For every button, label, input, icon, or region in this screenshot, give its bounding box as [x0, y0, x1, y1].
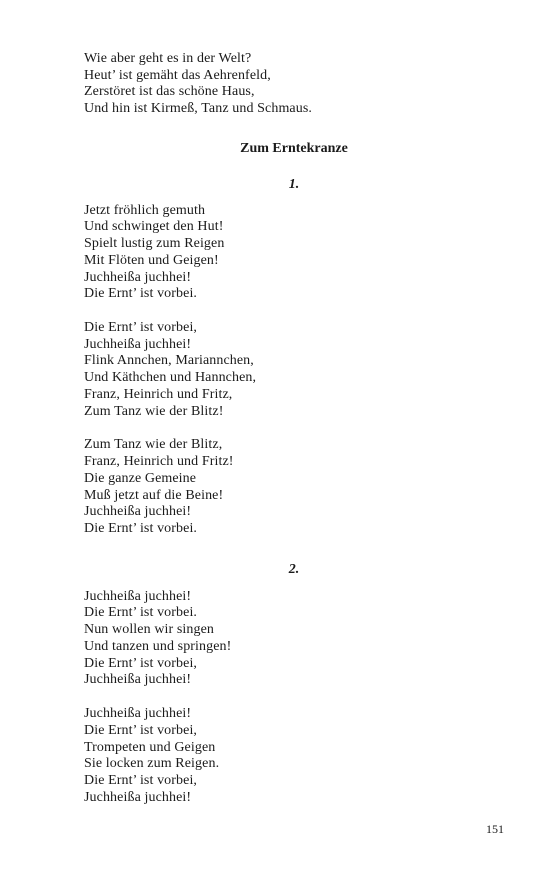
- verse-line: Juchheißa juchhei!: [84, 790, 192, 805]
- verse-line: Und hin ist Kirmeß, Tanz und Schmaus.: [84, 101, 312, 116]
- verse-line: Juchheißa juchhei!: [84, 504, 192, 519]
- verse-line: Flink Annchen, Mariannchen,: [84, 353, 254, 368]
- verse-line: Heut’ ist gemäht das Aehrenfeld,: [84, 68, 271, 83]
- verse-line: Sie locken zum Reigen.: [84, 756, 220, 771]
- verse-line: Die Ernt’ ist vorbei,: [84, 773, 198, 788]
- verse-line: Juchheißa juchhei!: [84, 270, 192, 285]
- verse-line: Mit Flöten und Geigen!: [84, 253, 219, 268]
- verse-line: Juchheißa juchhei!: [84, 706, 192, 721]
- verse-line: Und Käthchen und Hannchen,: [84, 370, 257, 385]
- verse-line: Zerstöret ist das schöne Haus,: [84, 84, 255, 99]
- verse-line: Die Ernt’ ist vorbei,: [84, 320, 198, 335]
- verse-line: Franz, Heinrich und Fritz,: [84, 387, 233, 402]
- verse-line: Die Ernt’ ist vorbei,: [84, 656, 198, 671]
- verse-line: Die ganze Gemeine: [84, 471, 197, 486]
- verse-line: Wie aber geht es in der Welt?: [84, 51, 252, 66]
- verse-line: Die Ernt’ ist vorbei.: [84, 521, 198, 536]
- poem-title: Zum Erntekranze: [240, 141, 348, 156]
- verse-line: Zum Tanz wie der Blitz!: [84, 404, 224, 419]
- verse-line: Zum Tanz wie der Blitz,: [84, 437, 223, 452]
- section-number: 2.: [288, 562, 300, 577]
- verse-line: Und schwinget den Hut!: [84, 219, 224, 234]
- verse-line: Muß jetzt auf die Beine!: [84, 488, 224, 503]
- verse-line: Nun wollen wir singen: [84, 622, 215, 637]
- verse-line: Die Ernt’ ist vorbei.: [84, 286, 198, 301]
- verse-line: Juchheißa juchhei!: [84, 589, 192, 604]
- verse-line: Und tanzen und springen!: [84, 639, 232, 654]
- verse-line: Spielt lustig zum Reigen: [84, 236, 225, 251]
- verse-line: Jetzt fröhlich gemuth: [84, 203, 206, 218]
- verse-line: Juchheißa juchhei!: [84, 337, 192, 352]
- verse-line: Juchheißa juchhei!: [84, 672, 192, 687]
- verse-line: Franz, Heinrich und Fritz!: [84, 454, 234, 469]
- verse-line: Die Ernt’ ist vorbei.: [84, 605, 198, 620]
- verse-line: Trompeten und Geigen: [84, 740, 216, 755]
- section-number: 1.: [288, 177, 300, 192]
- verse-line: Die Ernt’ ist vorbei,: [84, 723, 198, 738]
- page-number: 151: [486, 822, 504, 836]
